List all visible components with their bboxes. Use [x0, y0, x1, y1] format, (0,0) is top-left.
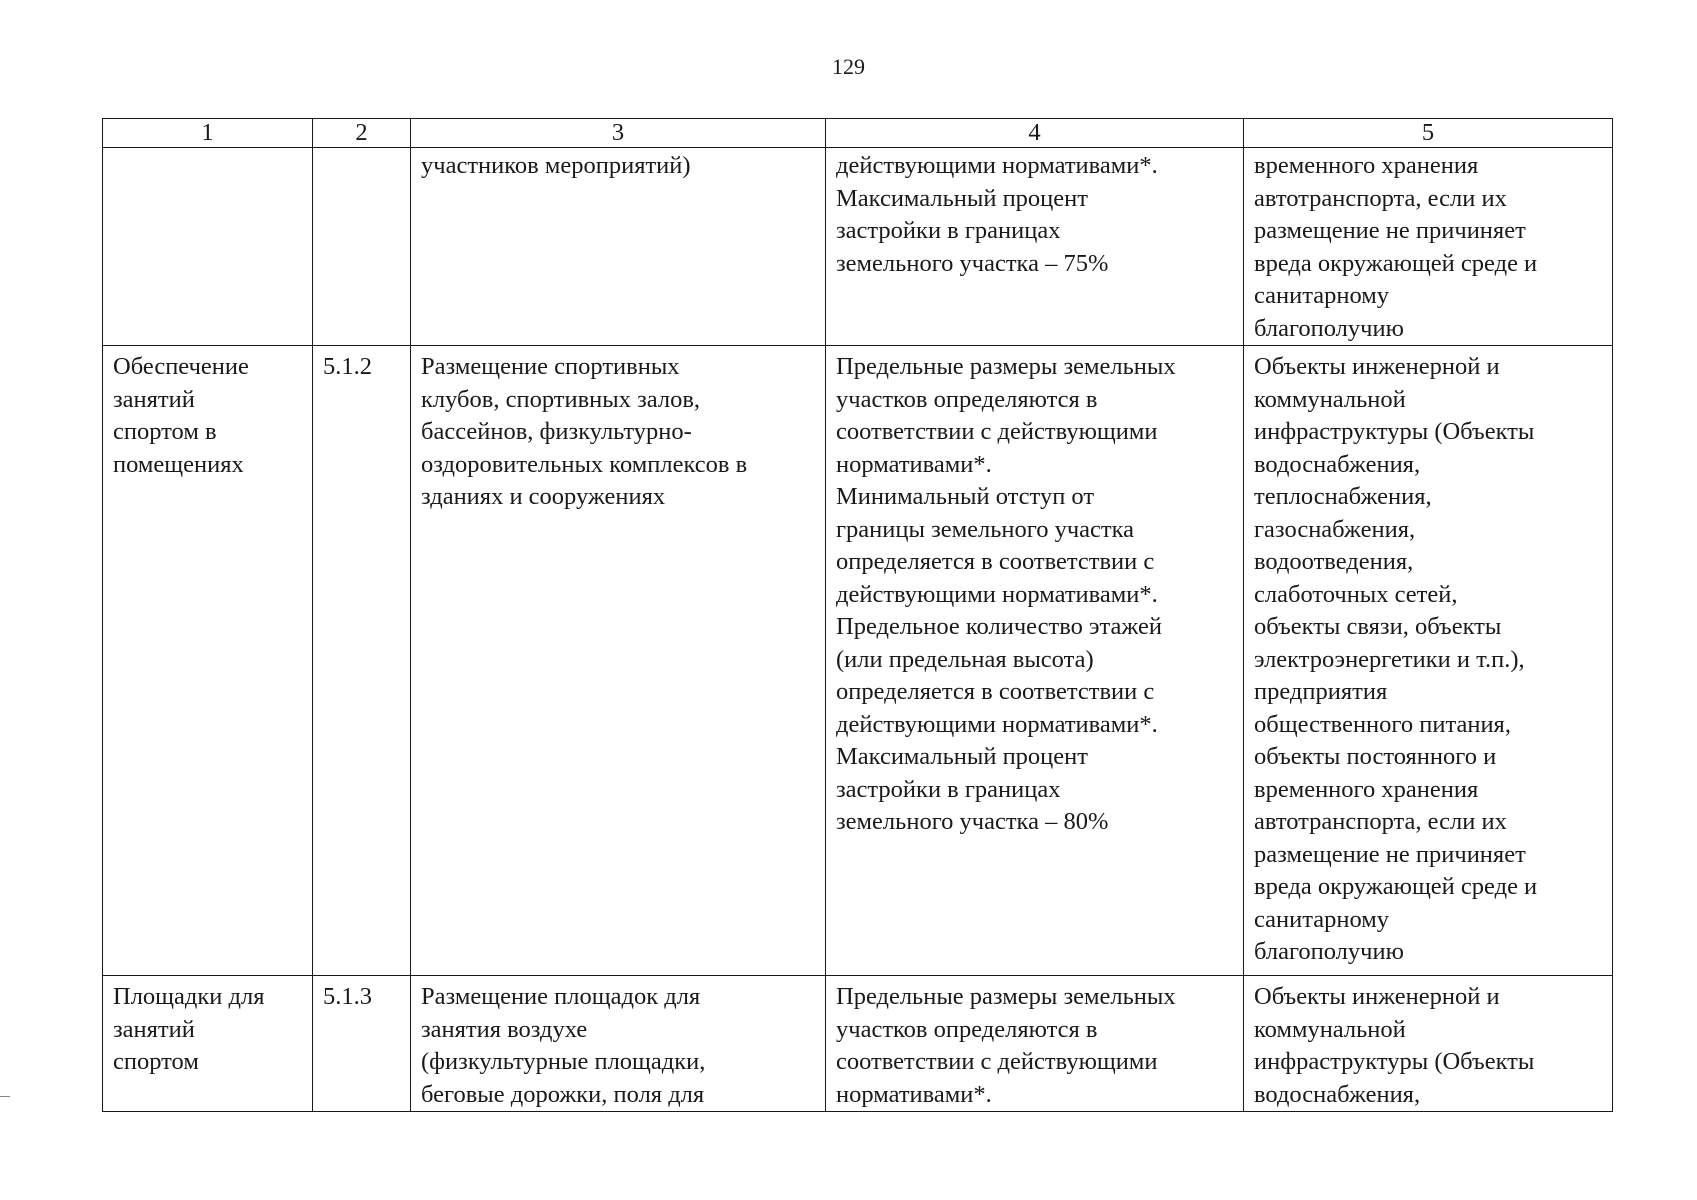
text-line: застройки в границах — [836, 775, 1061, 803]
header-col-4: 4 — [826, 119, 1244, 148]
text-line: объекты связи, объекты — [1254, 613, 1502, 640]
scan-margin-mark — [0, 1096, 10, 1097]
text-line: определяется в соответствии с — [836, 678, 1155, 705]
header-col-1: 1 — [103, 119, 313, 148]
text-line: Размещение площадок для — [421, 983, 701, 1010]
text-line: размещение не причиняет — [1254, 217, 1526, 244]
text-line: участников мероприятий) — [421, 152, 691, 179]
text-line: земельного участка – 75% — [836, 249, 1109, 277]
text-line: Обеспечение — [113, 353, 249, 380]
text-line: занятия воздухе — [421, 1015, 588, 1043]
text-line: застройки в границах — [836, 217, 1061, 244]
text-line: действующими нормативами*. — [836, 580, 1158, 608]
cell-parameters — [826, 976, 1244, 1112]
text-line: помещениях — [113, 450, 244, 478]
text-line: временного хранения — [1254, 152, 1479, 179]
text-line: предприятия — [1254, 678, 1388, 705]
text-line: Максимальный процент — [836, 743, 1088, 770]
cell-parameters — [826, 148, 1244, 346]
table-row — [103, 346, 1613, 976]
land-use-table — [102, 118, 1613, 1112]
header-col-5: 5 — [1244, 119, 1613, 148]
header-col-3: 3 — [411, 119, 826, 148]
text-line: благополучию — [1254, 938, 1404, 965]
text-line: бассейнов, физкультурно- — [421, 418, 692, 445]
text-line: земельного участка – 80% — [836, 808, 1109, 835]
table-row — [103, 148, 1613, 346]
text-line: оздоровительных комплексов в — [421, 450, 748, 478]
text-line: Предельные размеры земельных — [836, 983, 1176, 1010]
text-line: Предельные размеры земельных — [836, 353, 1176, 380]
cell-code: 5.1.3 — [313, 976, 411, 1112]
text-line: беговые дорожки, поля для — [421, 1080, 705, 1108]
cell-use-name — [103, 346, 313, 976]
page-number: 129 — [832, 54, 865, 79]
header-col-2: 2 — [313, 119, 411, 148]
text-line: соответствии с действующими — [836, 1048, 1158, 1075]
text-line: Площадки для — [113, 983, 265, 1010]
text-line: газоснабжения, — [1254, 515, 1416, 543]
text-line: коммунальной — [1254, 385, 1406, 413]
cell-code: 5.1.2 — [313, 346, 411, 976]
text-line: автотранспорта, если их — [1254, 808, 1507, 835]
cell-use-name — [103, 976, 313, 1112]
text-line: объекты постоянного и — [1254, 743, 1497, 770]
text-line: теплоснабжения, — [1254, 483, 1432, 510]
text-line: Предельное количество этажей — [836, 613, 1162, 640]
text-line: инфраструктуры (Объекты — [1254, 418, 1535, 445]
cell-description — [411, 976, 826, 1112]
text-line: границы земельного участка — [836, 515, 1135, 543]
text-line: Объекты инженерной и — [1254, 983, 1500, 1010]
cell-description — [411, 346, 826, 976]
text-line: занятий — [113, 1015, 195, 1043]
cell-auxiliary-uses — [1244, 148, 1613, 346]
cell-auxiliary-uses — [1244, 976, 1613, 1112]
text-line: зданиях и сооружениях — [421, 483, 666, 510]
text-line: слаботочных сетей, — [1254, 580, 1458, 608]
text-line: электроэнергетики и т.п.), — [1254, 645, 1525, 673]
text-line: действующими нормативами*. — [836, 710, 1158, 738]
text-line: определяется в соответствии с — [836, 548, 1155, 575]
cell-parameters — [826, 346, 1244, 976]
text-line: размещение не причиняет — [1254, 840, 1526, 868]
text-line: клубов, спортивных залов, — [421, 385, 701, 413]
text-line: автотранспорта, если их — [1254, 184, 1507, 212]
table-header-row — [103, 119, 1613, 148]
table-row — [103, 976, 1613, 1112]
text-line: коммунальной — [1254, 1015, 1406, 1043]
text-line: (физкультурные площадки, — [421, 1048, 706, 1075]
text-line: Минимальный отступ от — [836, 483, 1095, 510]
text-line: (или предельная высота) — [836, 645, 1094, 673]
text-line: временного хранения — [1254, 775, 1479, 803]
cell-auxiliary-uses — [1244, 346, 1613, 976]
cell-code — [313, 148, 411, 346]
text-line: Размещение спортивных — [421, 353, 680, 380]
text-line: участков определяются в — [836, 385, 1098, 413]
text-line: вреда окружающей среде и — [1254, 249, 1538, 277]
text-line: участков определяются в — [836, 1015, 1098, 1043]
text-line: водоснабжения, — [1254, 1080, 1421, 1108]
text-line: санитарному — [1254, 905, 1390, 933]
text-line: действующими нормативами*. — [836, 152, 1158, 179]
text-line: спортом — [113, 1048, 199, 1075]
text-line: нормативами*. — [836, 450, 992, 478]
text-line: вреда окружающей среде и — [1254, 873, 1538, 900]
text-line: соответствии с действующими — [836, 418, 1158, 445]
text-line: инфраструктуры (Объекты — [1254, 1048, 1535, 1075]
text-line: общественного питания, — [1254, 710, 1511, 738]
text-line: нормативами*. — [836, 1080, 992, 1108]
text-line: спортом в — [113, 418, 217, 445]
text-line: санитарному — [1254, 282, 1390, 309]
text-line: Максимальный процент — [836, 184, 1088, 212]
text-line: благополучию — [1254, 314, 1404, 342]
text-line: водоснабжения, — [1254, 450, 1421, 478]
text-line: занятий — [113, 385, 195, 413]
text-line: водоотведения, — [1254, 548, 1414, 575]
cell-use-name — [103, 148, 313, 346]
cell-description — [411, 148, 826, 346]
text-line: Объекты инженерной и — [1254, 353, 1500, 380]
